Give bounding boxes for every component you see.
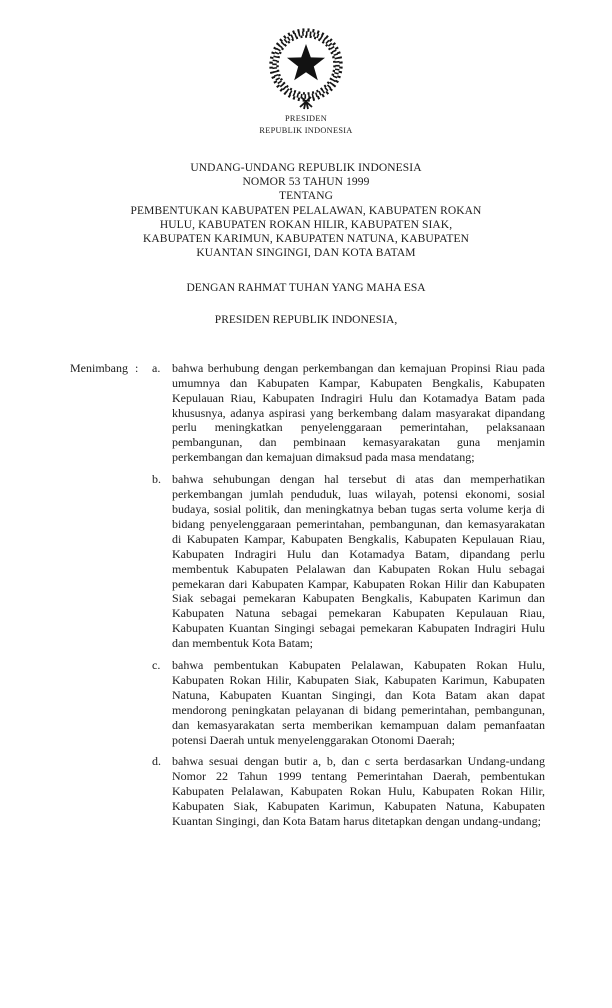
title-line: NOMOR 53 TAHUN 1999 [242,176,370,189]
title-line: KABUPATEN KARIMUN, KABUPATEN NATUNA, KABUPATEN [143,233,469,246]
title-line: UNDANG-UNDANG REPUBLIK INDONESIA [190,162,422,174]
item-marker: b. [152,472,161,487]
ribbon-knot-icon [300,97,312,109]
item-text: bahwa sesuai dengan butir a, b, dan c serta berdasarkan Undang-undang Nomor 22 Tahun 1999 tentang Pemerintahan Daerah, pembentukan Kabupaten Pelalawan, Kabupaten Rokan Hulu, Kabupaten Rokan Hilir, Kabupaten Siak, Kabupaten Karimun, Kabupaten Natuna, Kabupaten Kuantan Singingi, dan Kota Batam harus ditetapkan dengan undang-undang; [172,754,545,829]
item-marker: a. [152,360,161,375]
consideration-item-a [152,361,545,465]
considerations-list [152,361,545,829]
invocation-line: DENGAN RAHMAT TUHAN YANG MAHA ESA [186,282,426,295]
title-line: HULU, KABUPATEN ROKAN HILIR, KABUPATEN SIAK, [159,218,453,231]
letterhead-line-presiden: PRESIDEN [284,114,328,123]
item-text: bahwa sehubungan dengan hal tersebut di atas dan memperhatikan perkembangan jumlah penduduk, luas wilayah, potensi ekonomi, sosial budaya, sosial politik, dan meningkatnya beban tugas serta volume kerja di bidang penyelenggaraan pemerintahan, pembangunan, dan kemasyarakatan di Kabupaten Kampar, Kabupaten Bengkalis, Kabupaten Kepulauan Riau, Kabupaten Indragiri Hulu dan Kotamadya Batam, dipandang perlu membentuk Kabupaten Pelalawan dan Kabupaten Rokan Hulu sebagai pemekaran dari Kabupaten Kampar, Kabupaten Rokan Hilir dan Kabupaten Siak sebagai pemekaran Kabupaten Bengkalis, Kabupaten Karimun dan Kabupaten Natuna sebagai pemekaran Kabupaten Kepulauan Riau, Kabupaten Kuantan Singingi sebagai pemekaran Kabupaten Indragiri Hulu dan membentuk Kota Batam; [172,472,545,651]
item-marker: d. [152,754,161,769]
title-line: KUANTAN SINGINGI, DAN KOTA BATAM [196,247,416,260]
star-icon [287,44,325,80]
presidential-seal-icon [262,27,350,111]
letterhead-label [0,113,612,136]
title-block [0,161,612,260]
title-line: TENTANG [278,190,334,203]
letterhead [0,0,612,136]
item-text: bahwa berhubung dengan perkembangan dan kemajuan Propinsi Riau pada umumnya dan Kabupaten Kampar, Kabupaten Bengkalis, Kabupaten Kepulauan Riau, Kabupaten Indragiri Hulu dan Kotamadya Batam pada khususnya, adanya aspirasi yang berkembang dalam masyarakat dipandang perlu meningkatkan penyelenggaraan pemerintahan, pelaksanaan pembangunan, dan pembinaan kemasyarakatan guna menjamin perkembangan dan kemajuan dimaksud pada masa mendatang; [172,360,545,465]
consideration-item-b [152,472,545,651]
considerations-label: Menimbang [70,360,128,375]
item-text: bahwa pembentukan Kabupaten Pelalawan, Kabupaten Rokan Hulu, Kabupaten Rokan Hilir, Kabupaten Siak, Kabupaten Karimun, Kabupaten Natuna, Kabupaten Kuantan Singingi, dan Kota Batam akan dapat mendorong peningkatan pelayanan di bidang pemerintahan, pembangunan, dan kemasyarakatan serta memberikan kemampuan dalam pemanfaatan potensi Daerah untuk menyelenggarakan Otonomi Daerah; [172,658,545,747]
considerations-section [70,361,545,829]
authority-line: PRESIDEN REPUBLIK INDONESIA, [214,313,398,326]
consideration-item-c [152,658,545,747]
title-line: PEMBENTUKAN KABUPATEN PELALAWAN, KABUPATEN ROKAN [130,204,482,217]
letterhead-line-republik: REPUBLIK INDONESIA [259,125,353,135]
consideration-item-d [152,754,545,829]
item-marker: c. [152,658,161,673]
considerations-separator: : [135,360,139,375]
